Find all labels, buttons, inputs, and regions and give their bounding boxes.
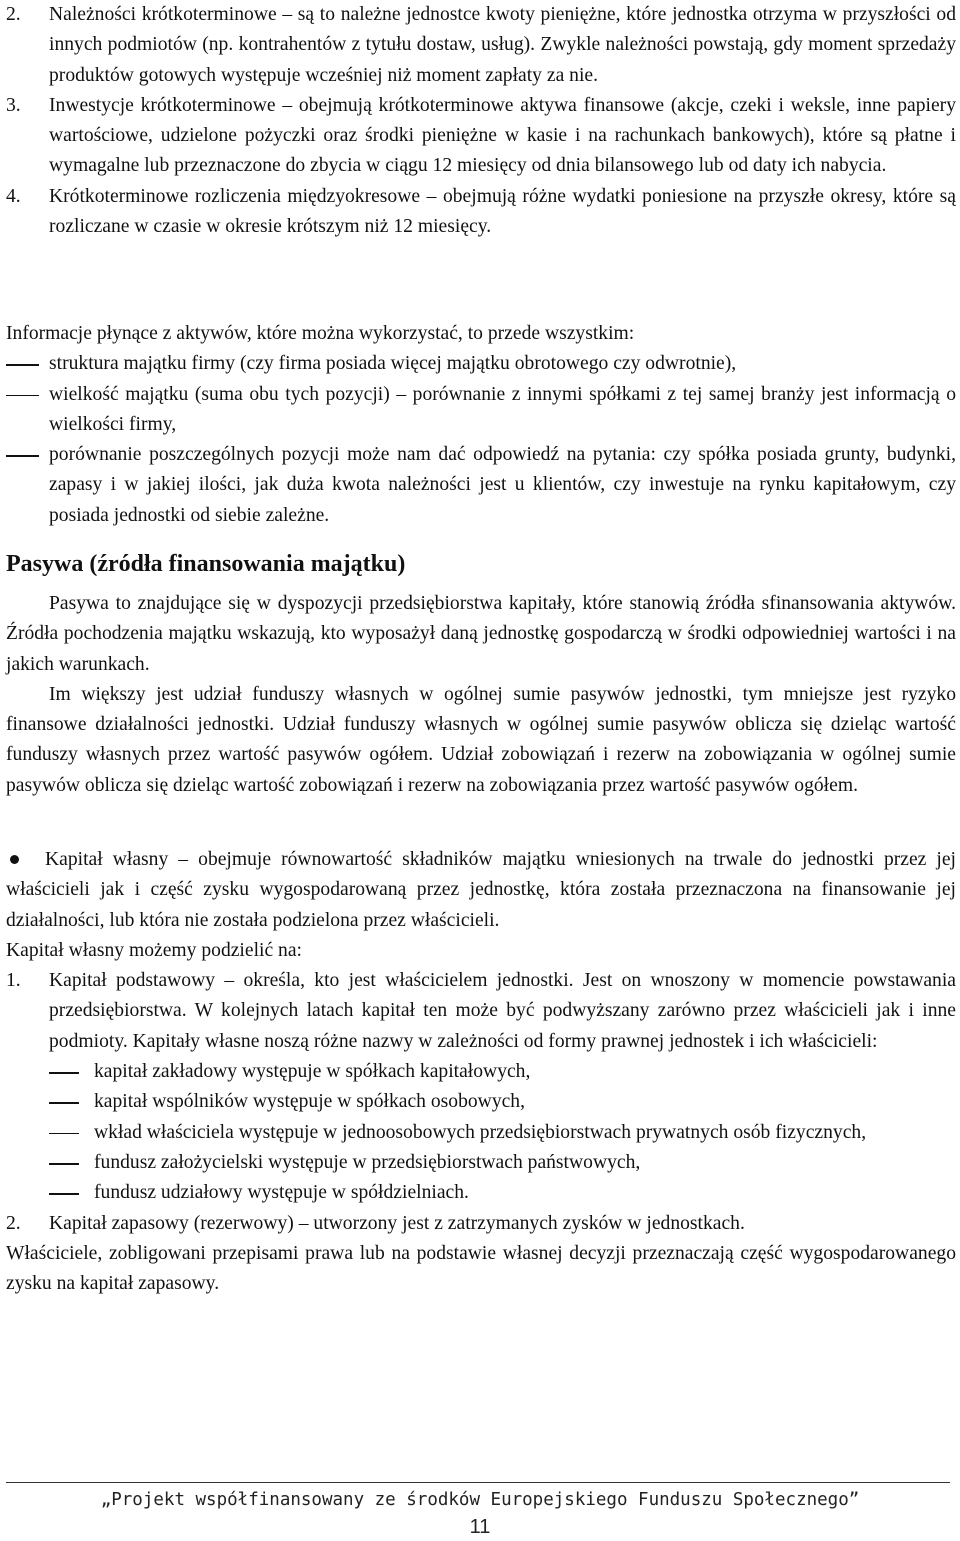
capital-form-item	[6, 1148, 956, 1178]
dash-marker	[49, 1193, 79, 1195]
footer-funding-note: „Projekt współfinansowany ze środków Europejskiego Funduszu Społecznego”	[100, 1490, 860, 1510]
list-number: 2.	[6, 1212, 21, 1234]
dash-marker	[6, 395, 39, 396]
dash-text: kapitał zakładowy występuje w spółkach kapitałowych,	[94, 1061, 531, 1083]
list-text: Kapitał zapasowy (rezerwowy) – utworzony jest z zatrzymanych zysków w jednostkach.	[49, 1212, 745, 1234]
capital-form-item	[6, 1057, 956, 1087]
pasywa-paragraph: Pasywa to znajdujące się w dyspozycji przedsiębiorstwa kapitały, które stanowią źródła sfinansowania aktywów. Źródła pochodzenia majątku wskazują, kto wyposażył daną jednostkę gospodarczą w środki odpowiedniej wartości i na jakich warunkach.	[6, 593, 956, 675]
dash-text: fundusz założycielski występuje w przedsiębiorstwach państwowych,	[94, 1151, 641, 1173]
capital-form-item	[6, 1118, 956, 1148]
list-text: Krótkoterminowe rozliczenia międzyokresowe – obejmują różne wydatki poniesione na przyszłe okresy, które są rozliczane w czasie w okresie krótszym niż 12 miesięcy.	[49, 185, 956, 238]
pasywa-section-heading	[6, 548, 956, 580]
dash-marker	[49, 1102, 79, 1104]
section-heading: Pasywa (źródła finansowania majątku)	[6, 551, 406, 577]
dash-marker	[49, 1133, 79, 1135]
dash-text: struktura majątku firmy (czy firma posiada więcej majątku obrotowego czy odwrotnie),	[49, 353, 737, 375]
asset-types-list	[6, 0, 956, 242]
bullet-text: Kapitał własny – obejmuje równowartość składników majątku wniesionych na trwale do jednostki przez jej właścicieli jak i część zysku wygospodarowaną przez jednostkę, która została przeznaczona na finansowanie jej działalności, lub która nie została podzielona przez właścicieli.	[6, 849, 956, 931]
list-number: 4.	[6, 185, 21, 207]
list-item-reserve-capital	[6, 1209, 956, 1239]
pasywa-paragraph: Im większy jest udział funduszy własnych w ogólnej sumie pasywów jednostki, tym mniejsze jest ryzyko finansowe działalności jednostki. Udział funduszy własnych w ogólnej sumie pasywów oblicza się dzieląc wartość funduszy własnych przez wartość pasywów ogółem. Udział zobowiązań i rezerw na zobowiązania w ogólnej sumie pasywów oblicza się dzieląc wartość zobowiązań i rezerw na zobowiązania przez wartość pasywów ogółem.	[6, 683, 956, 796]
list-item-share-capital	[6, 966, 956, 1057]
dash-marker	[49, 1072, 79, 1074]
info-dash-item	[6, 380, 956, 441]
dash-marker	[6, 455, 39, 456]
asset-information-section	[6, 319, 956, 531]
list-item-receivables	[6, 0, 956, 91]
info-dash-item	[6, 440, 956, 531]
pasywa-section	[6, 589, 956, 801]
footer-divider	[6, 1482, 950, 1483]
dash-marker	[49, 1163, 79, 1165]
equity-divide-intro: Kapitał własny możemy podzielić na:	[6, 939, 302, 961]
list-item-accruals	[6, 182, 956, 243]
dash-text: wkład właściciela występuje w jednoosobowych przedsiębiorstwach prywatnych osób fizycznych,	[94, 1121, 867, 1143]
dash-text: fundusz udziałowy występuje w spółdzielniach.	[94, 1182, 469, 1204]
dash-text: wielkość majątku (suma obu tych pozycji) – porównanie z innymi spółkami z tej samej branży jest informacją o wielkości firmy,	[49, 383, 956, 435]
equity-section	[6, 845, 956, 1299]
equity-bullet	[6, 845, 956, 936]
info-intro: Informacje płynące z aktywów, które można wykorzystać, to przede wszystkim:	[6, 323, 635, 344]
closing-paragraph: Właściciele, zobligowani przepisami prawa lub na podstawie własnej decyzji przeznaczają część wygospodarowanego zysku na kapitał zapasowy.	[6, 1242, 956, 1295]
bullet-icon	[10, 855, 19, 864]
page-number: 11	[469, 1516, 491, 1538]
list-number: 2.	[6, 4, 21, 25]
capital-form-item	[6, 1087, 956, 1117]
dash-text: porównanie poszczególnych pozycji może nam dać odpowiedź na pytania: czy spółka posiada grunty, budynki, zapasy i w jakiej ilości, jak duża kwota należności jest u klientów, czy inwestuje na rynku kapitałowym, czy posiada jednostki od siebie zależne.	[49, 444, 956, 526]
list-text: Należności krótkoterminowe – są to należne jednostce kwoty pieniężne, które jednostka otrzyma w przyszłości od innych podmiotów (np. kontrahentów z tytułu dostaw, usług). Zwykle należności powstają, gdy moment sprzedaży produktów gotowych występuje wcześniej niż moment zapłaty za nie.	[49, 4, 956, 86]
capital-form-item	[6, 1178, 956, 1208]
list-number: 3.	[6, 94, 21, 116]
list-text: Inwestycje krótkoterminowe – obejmują krótkoterminowe aktywa finansowe (akcje, czeki i weksle, inne papiery wartościowe, udzielone pożyczki oraz środki pieniężne w kasie i na rachunkach bankowych), które są płatne i wymagalne lub przeznaczone do zbycia w ciągu 12 miesięcy od dnia bilansowego lub od daty ich nabycia.	[49, 94, 956, 177]
dash-marker	[6, 364, 39, 365]
dash-text: kapitał wspólników występuje w spółkach osobowych,	[94, 1091, 526, 1113]
list-item-short-term-investments	[6, 91, 956, 182]
info-dash-item	[6, 349, 956, 379]
list-text: Kapitał podstawowy – określa, kto jest właścicielem jednostki. Jest on wnoszony w momencie powstawania przedsiębiorstwa. W kolejnych latach kapitał ten może być podwyższany zarówno przez właścicieli jak i inne podmioty. Kapitały własne noszą różne nazwy w zależności od formy prawnej jednostek i ich właścicieli:	[49, 970, 956, 1052]
list-number: 1.	[6, 970, 21, 992]
